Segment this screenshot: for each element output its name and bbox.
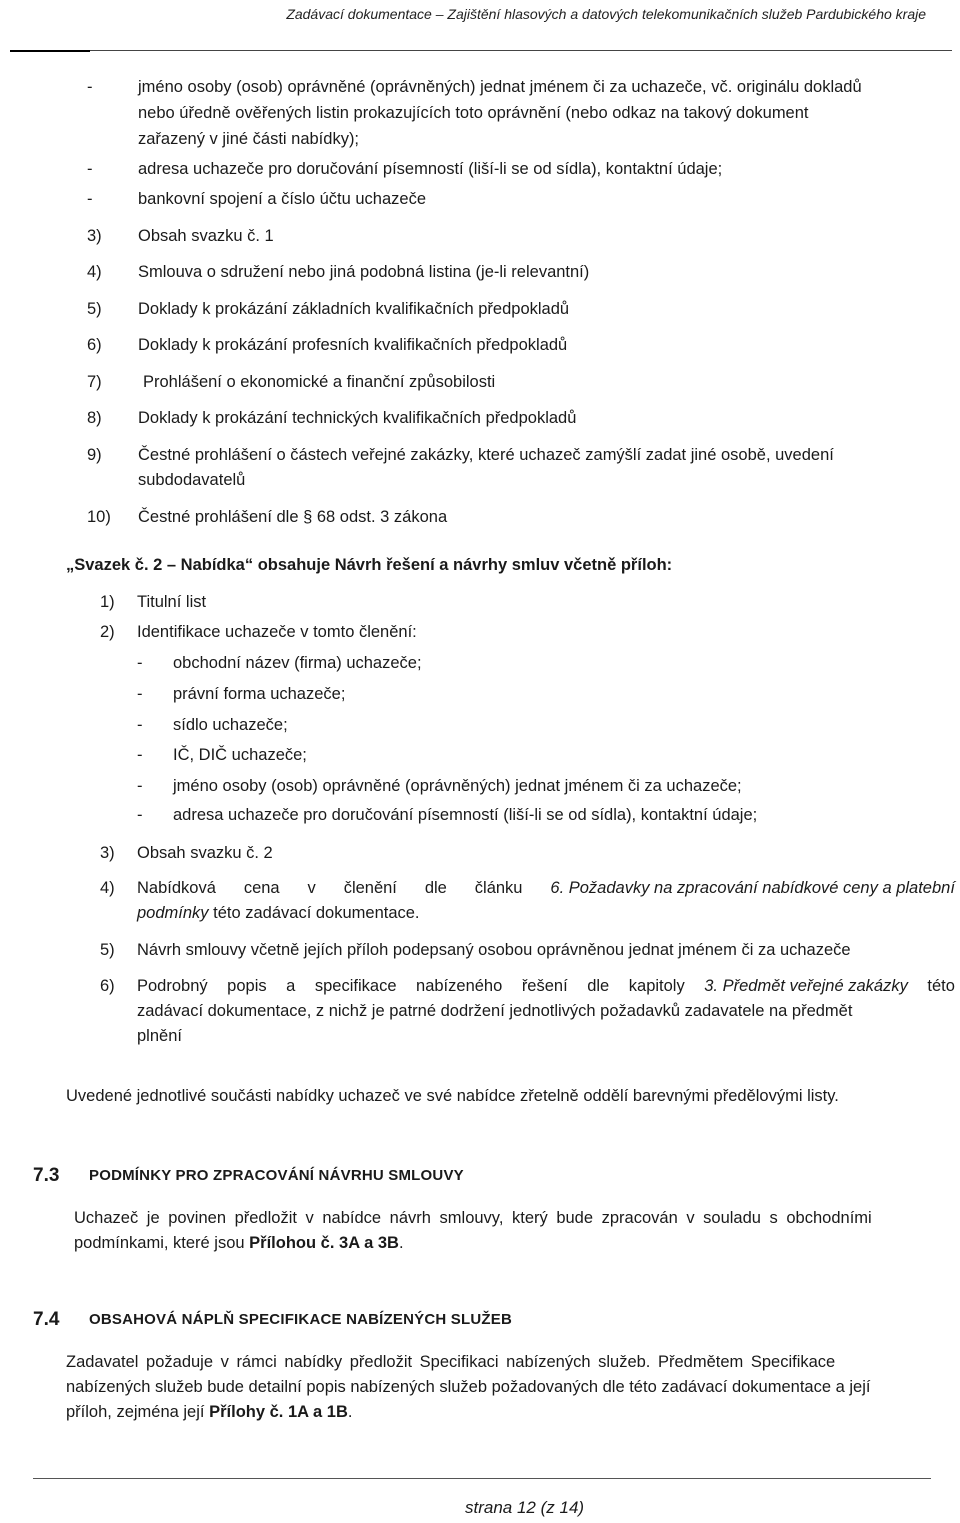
page-number: strana 12 (z 14) bbox=[465, 1498, 585, 1517]
list-item-text: Čestné prohlášení o částech veřejné zakázky, které uchazeč zamýšlí zadat jiné osobě, uvedení bbox=[138, 446, 834, 464]
list-item-text: Čestné prohlášení dle § 68 odst. 3 zákona bbox=[138, 508, 448, 526]
list-number: 7) bbox=[87, 373, 102, 391]
list-item-text bbox=[137, 879, 955, 898]
section-title: OBSAHOVÁ NÁPLŇ SPECIFIKACE NABÍZENÝCH SLUŽEB bbox=[89, 1311, 512, 1328]
paragraph-text: příloh, zejména její bbox=[66, 1403, 205, 1421]
list-dash: - bbox=[137, 746, 143, 764]
list-dash: - bbox=[137, 716, 143, 734]
word: Nabídková bbox=[137, 879, 216, 897]
attachment-reference: Přílohou č. 3A a 3B bbox=[249, 1234, 399, 1252]
paragraph-line: Zadavatel požaduje v rámci nabídky předložit Specifikaci nabízených služeb. Předmětem Specifikace bbox=[66, 1353, 836, 1371]
paragraph-text: . bbox=[398, 1234, 404, 1252]
list-item-text: IČ, DIČ uchazeče; bbox=[173, 746, 307, 764]
word: článku bbox=[474, 879, 523, 897]
list-item-text: bankovní spojení a číslo účtu uchazeče bbox=[138, 190, 427, 208]
section-number: 7.3 bbox=[33, 1165, 60, 1186]
list-item-text: sídlo uchazeče; bbox=[173, 716, 288, 734]
list-item-text: Doklady k prokázání profesních kvalifikačních předpokladů bbox=[138, 336, 568, 354]
section-title: PODMÍNKY PRO ZPRACOVÁNÍ NÁVRHU SMLOUVY bbox=[89, 1167, 464, 1184]
list-item-text: subdodavatelů bbox=[138, 471, 246, 489]
list-number: 4) bbox=[87, 263, 102, 281]
chapter-reference: 3. Předmět veřejné zakázky bbox=[704, 977, 908, 995]
list-item-text: obchodní název (firma) uchazeče; bbox=[173, 654, 422, 672]
attachment-reference: Přílohy č. 1A a 1B bbox=[209, 1403, 348, 1421]
word: dle bbox=[587, 977, 610, 995]
word: této bbox=[927, 977, 955, 995]
list-item-text bbox=[137, 977, 955, 996]
list-number: 6) bbox=[87, 336, 102, 354]
list-number: 6) bbox=[100, 977, 115, 995]
svazek-2-title: „Svazek č. 2 – Nabídka“ bbox=[66, 556, 254, 574]
list-item-text: jméno osoby (osob) oprávněné (oprávněných) jednat jménem či za uchazeče; bbox=[173, 777, 742, 795]
section-paragraph bbox=[74, 1234, 404, 1253]
list-number: 10) bbox=[87, 508, 111, 526]
list-item-text: Prohlášení o ekonomické a finanční způsobilosti bbox=[143, 373, 496, 391]
header-rule-accent bbox=[10, 50, 90, 52]
word: popis bbox=[227, 977, 267, 995]
word: Podrobný bbox=[137, 977, 208, 995]
list-item-text: nebo úředně ověřených listin prokazujících toto oprávnění (nebo odkaz na takový dokument bbox=[138, 104, 809, 122]
section-paragraph bbox=[74, 1209, 956, 1228]
list-number: 3) bbox=[100, 844, 115, 862]
list-item-text: právní forma uchazeče; bbox=[173, 685, 346, 703]
word: v bbox=[307, 879, 316, 897]
list-dash: - bbox=[137, 685, 143, 703]
closing-paragraph: Uvedené jednotlivé součásti nabídky uchazeč ve své nabídce zřetelně oddělí barevnými předělovými listy. bbox=[66, 1087, 839, 1105]
footer-rule bbox=[33, 1478, 931, 1479]
paragraph-line: nabízených služeb bude detailní popis nabízených služeb požadovaných dle této zadávací dokumentace a její bbox=[66, 1378, 871, 1396]
chapter-reference: 6. Požadavky na zpracování nabídkové ceny a platební bbox=[550, 879, 955, 897]
list-item-text: Titulní list bbox=[137, 593, 207, 611]
list-dash: - bbox=[87, 78, 93, 96]
word: členění bbox=[343, 879, 397, 897]
list-item-text: Doklady k prokázání technických kvalifikačních předpokladů bbox=[138, 409, 577, 427]
list-item-text: adresa uchazeče pro doručování písemností (liší-li se od sídla), kontaktní údaje; bbox=[138, 160, 723, 178]
list-number: 5) bbox=[100, 941, 115, 959]
list-number: 1) bbox=[100, 593, 115, 611]
word: řešení bbox=[521, 977, 568, 995]
header-rule bbox=[90, 50, 952, 51]
list-item-text: Návrh smlouvy včetně jejích příloh podepsaný osobou oprávněnou jednat jménem či za uchazeče bbox=[137, 941, 851, 959]
list-dash: - bbox=[87, 160, 93, 178]
list-number: 5) bbox=[87, 300, 102, 318]
paragraph-text: podmínkami, které jsou bbox=[74, 1234, 245, 1252]
word: dle bbox=[424, 879, 447, 897]
section-number: 7.4 bbox=[33, 1309, 60, 1330]
chapter-reference-tail: podmínky bbox=[137, 904, 209, 922]
document-header: Zadávací dokumentace – Zajištění hlasových a datových telekomunikačních služeb Pardubického kraje bbox=[286, 6, 926, 22]
list-number: 2) bbox=[100, 623, 115, 641]
list-item-text: Smlouva o sdružení nebo jiná podobná listina (je-li relevantní) bbox=[138, 263, 590, 281]
section-paragraph bbox=[66, 1403, 352, 1422]
list-number: 9) bbox=[87, 446, 102, 464]
list-item-text: plnění bbox=[137, 1027, 182, 1045]
paragraph-text: . bbox=[347, 1403, 353, 1421]
list-item-text bbox=[137, 904, 420, 923]
list-item-text: Obsah svazku č. 2 bbox=[137, 844, 273, 862]
list-item-text: zadávací dokumentace, z nichž je patrné dodržení jednotlivých požadavků zadavatele na předmět bbox=[137, 1002, 853, 1020]
list-dash: - bbox=[137, 806, 143, 824]
text-tail: této zadávací dokumentace. bbox=[213, 904, 420, 922]
word: cena bbox=[243, 879, 280, 897]
word: specifikace bbox=[314, 977, 397, 995]
list-item-text: Obsah svazku č. 1 bbox=[138, 227, 274, 245]
list-item-text: zařazený v jiné části nabídky); bbox=[138, 130, 360, 148]
list-item-text: adresa uchazeče pro doručování písemností (liší-li se od sídla), kontaktní údaje; bbox=[173, 806, 758, 824]
list-dash: - bbox=[87, 190, 93, 208]
svazek-2-heading bbox=[66, 556, 672, 575]
list-item-text: Identifikace uchazeče v tomto členění: bbox=[137, 623, 417, 641]
word: a bbox=[286, 977, 296, 995]
list-number: 4) bbox=[100, 879, 115, 897]
list-dash: - bbox=[137, 777, 143, 795]
paragraph-line: Uchazeč je povinen předložit v nabídce návrh smlouvy, který bude zpracován v souladu s obchodními bbox=[74, 1209, 872, 1227]
svazek-2-subtitle: obsahuje Návrh řešení a návrhy smluv včetně příloh: bbox=[257, 556, 673, 574]
list-number: 8) bbox=[87, 409, 102, 427]
list-dash: - bbox=[137, 654, 143, 672]
word: nabízeného bbox=[416, 977, 503, 995]
list-item-text: Doklady k prokázání základních kvalifikačních předpokladů bbox=[138, 300, 570, 318]
word: kapitoly bbox=[628, 977, 685, 995]
list-item-text: jméno osoby (osob) oprávněné (oprávněných) jednat jménem či za uchazeče, vč. originálu dokladů bbox=[138, 78, 862, 96]
list-number: 3) bbox=[87, 227, 102, 245]
